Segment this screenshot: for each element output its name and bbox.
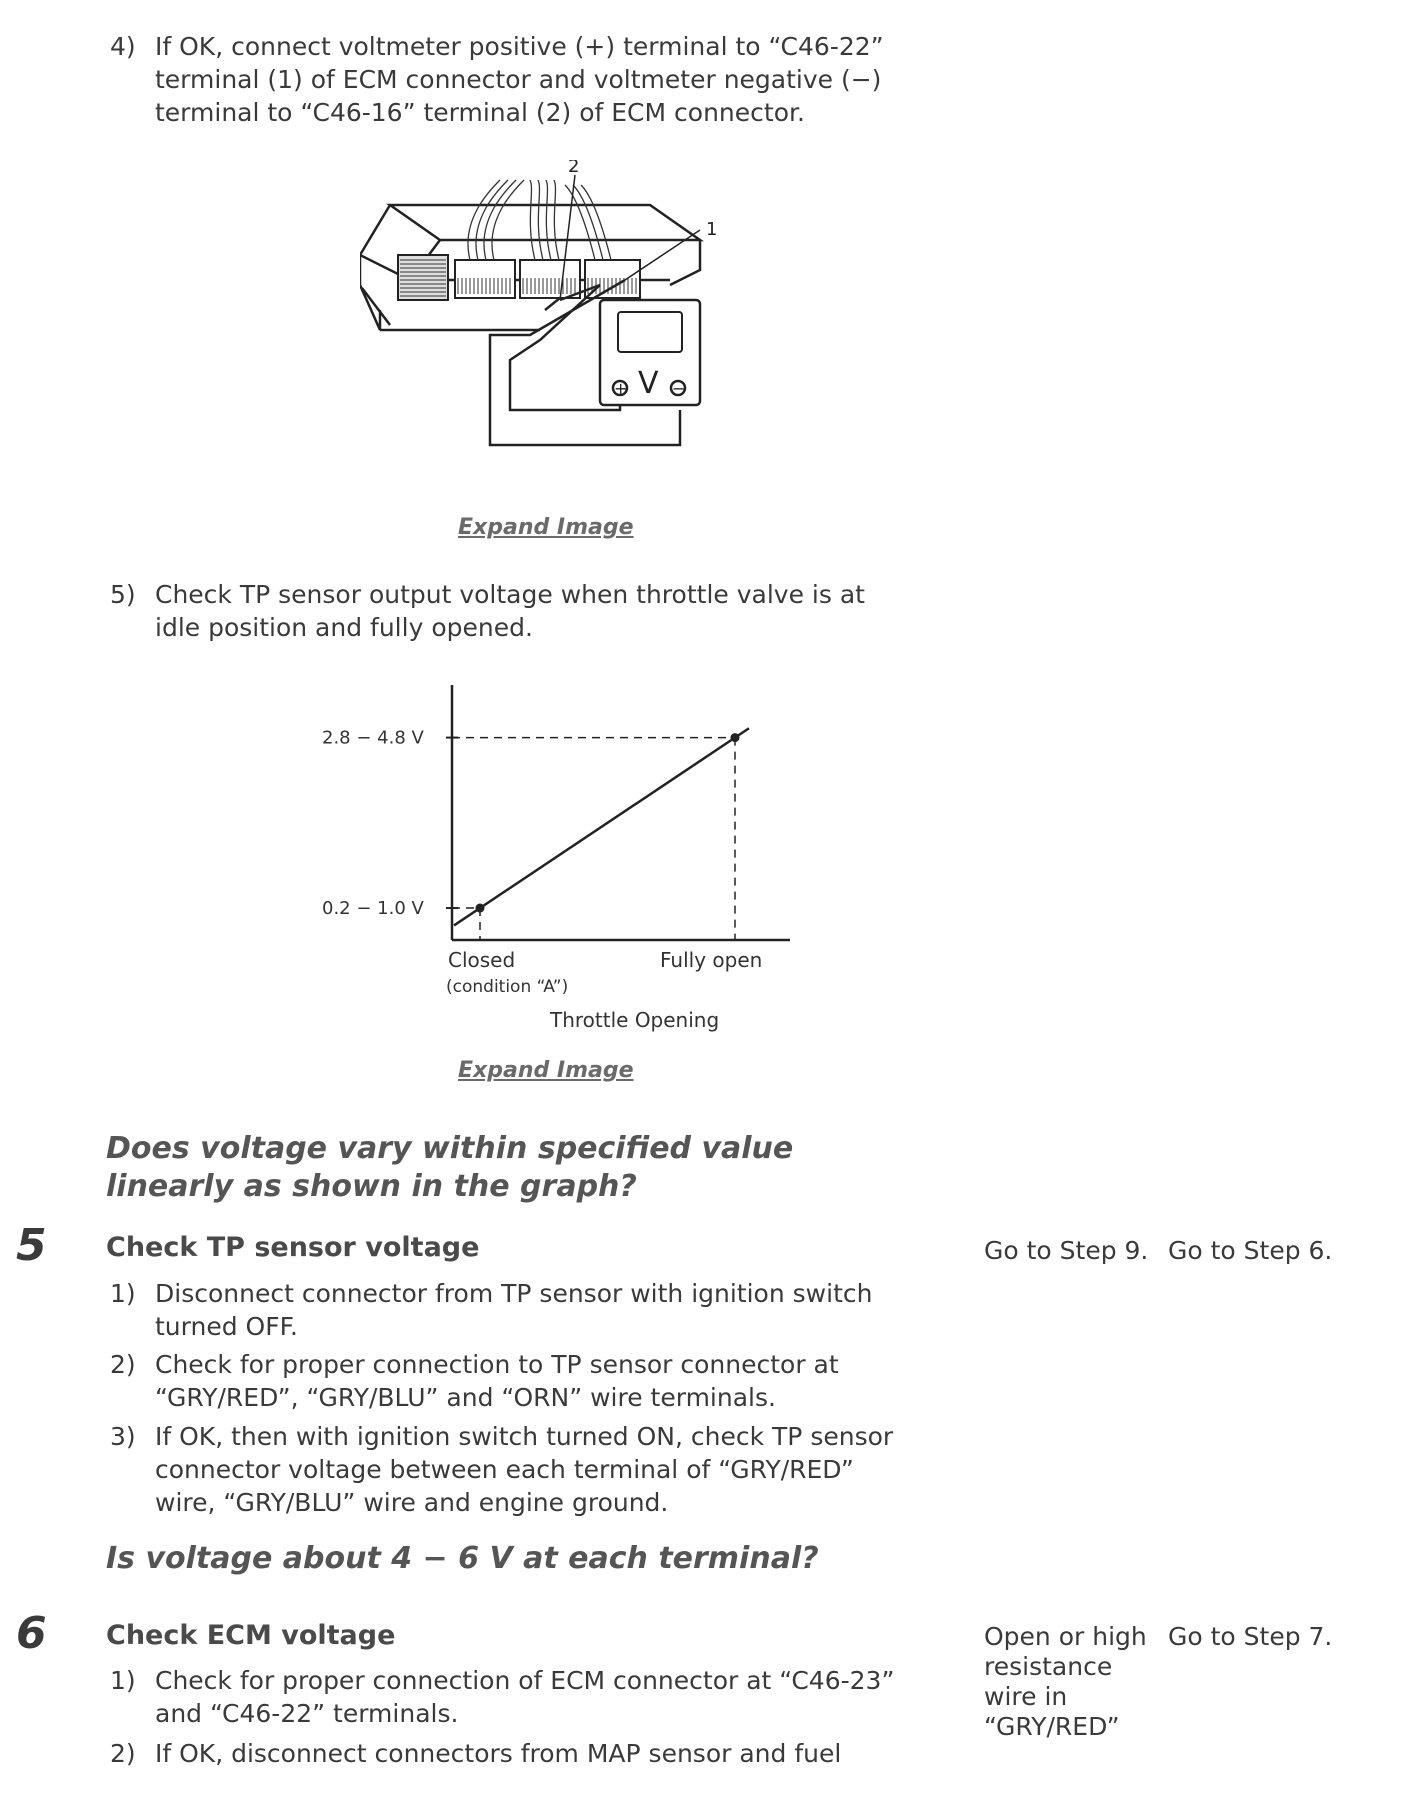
item-line: Check TP sensor output voltage when throttle valve is at bbox=[155, 580, 865, 609]
no-action: Go to Step 7. bbox=[1168, 1622, 1333, 1651]
voltage-line bbox=[454, 728, 749, 925]
step-title: Check TP sensor voltage bbox=[106, 1232, 480, 1263]
x-tick-label-open: Fully open bbox=[660, 948, 763, 972]
item-number: 2) bbox=[110, 1350, 136, 1379]
expand-image-link-1[interactable]: Expand Image bbox=[458, 515, 634, 540]
item-line: connector voltage between each terminal of “GRY/RED” bbox=[155, 1455, 854, 1484]
yes-action-line: Open or high bbox=[984, 1622, 1147, 1651]
item-number: 3) bbox=[110, 1422, 136, 1451]
item-line: “GRY/RED”, “GRY/BLU” and “ORN” wire terminals. bbox=[155, 1383, 776, 1412]
question-line: linearly as shown in the graph? bbox=[106, 1169, 637, 1204]
item-line: Disconnect connector from TP sensor with ignition switch bbox=[155, 1279, 873, 1308]
data-point-1 bbox=[731, 733, 740, 742]
item-number: 1) bbox=[110, 1666, 136, 1695]
data-point-0 bbox=[476, 904, 485, 913]
item-line: Check for proper connection to TP sensor connector at bbox=[155, 1350, 839, 1379]
y-tick-label-low: 0.2 − 1.0 V bbox=[322, 898, 424, 920]
item-line: If OK, then with ignition switch turned ON, check TP sensor bbox=[155, 1422, 894, 1451]
yes-action-line: wire in bbox=[984, 1682, 1068, 1711]
voltmeter-label: V bbox=[638, 366, 659, 401]
yes-action: Go to Step 9. bbox=[984, 1236, 1149, 1265]
step-number: 5 bbox=[16, 1220, 47, 1271]
item-line: terminal (1) of ECM connector and voltmeter negative (−) bbox=[155, 65, 882, 94]
step-title: Check ECM voltage bbox=[106, 1620, 396, 1651]
item-number: 5) bbox=[110, 580, 136, 609]
yes-action-line: “GRY/RED” bbox=[984, 1712, 1120, 1741]
x-axis-label: Throttle Opening bbox=[550, 1008, 720, 1032]
expand-image-link-2[interactable]: Expand Image bbox=[458, 1058, 634, 1083]
item-line: If OK, disconnect connectors from MAP sensor and fuel bbox=[155, 1739, 842, 1768]
item-number: 2) bbox=[110, 1739, 136, 1768]
tp-voltage-chart bbox=[300, 670, 820, 1040]
item-line: idle position and fully opened. bbox=[155, 613, 533, 642]
item-line: terminal to “C46-16” terminal (2) of ECM connector. bbox=[155, 98, 805, 127]
item-line: wire, “GRY/BLU” wire and engine ground. bbox=[155, 1488, 669, 1517]
item-number: 1) bbox=[110, 1279, 136, 1308]
item-number: 4) bbox=[110, 32, 136, 61]
ecm-connector-figure bbox=[360, 160, 760, 500]
item-line: Check for proper connection of ECM connector at “C46-23” bbox=[155, 1666, 895, 1695]
step-number: 6 bbox=[16, 1608, 47, 1659]
x-tick-label-closed: Closed bbox=[448, 948, 516, 972]
item-line: If OK, connect voltmeter positive (+) terminal to “C46-22” bbox=[155, 32, 884, 61]
question-line: Does voltage vary within specified value bbox=[106, 1131, 794, 1166]
callout-1: 1 bbox=[706, 219, 718, 240]
callout-2: 2 bbox=[568, 160, 580, 177]
step-question: Is voltage about 4 − 6 V at each terminal? bbox=[106, 1541, 819, 1576]
no-action: Go to Step 6. bbox=[1168, 1236, 1333, 1265]
y-tick-label-high: 2.8 − 4.8 V bbox=[322, 727, 424, 749]
item-line: turned OFF. bbox=[155, 1312, 298, 1341]
item-line: and “C46-22” terminals. bbox=[155, 1699, 459, 1728]
voltmeter-plus: + bbox=[614, 379, 628, 398]
x-tick-sub-label: (condition “A”) bbox=[446, 977, 569, 997]
voltmeter-minus: − bbox=[672, 379, 686, 398]
yes-action-line: resistance bbox=[984, 1652, 1113, 1681]
